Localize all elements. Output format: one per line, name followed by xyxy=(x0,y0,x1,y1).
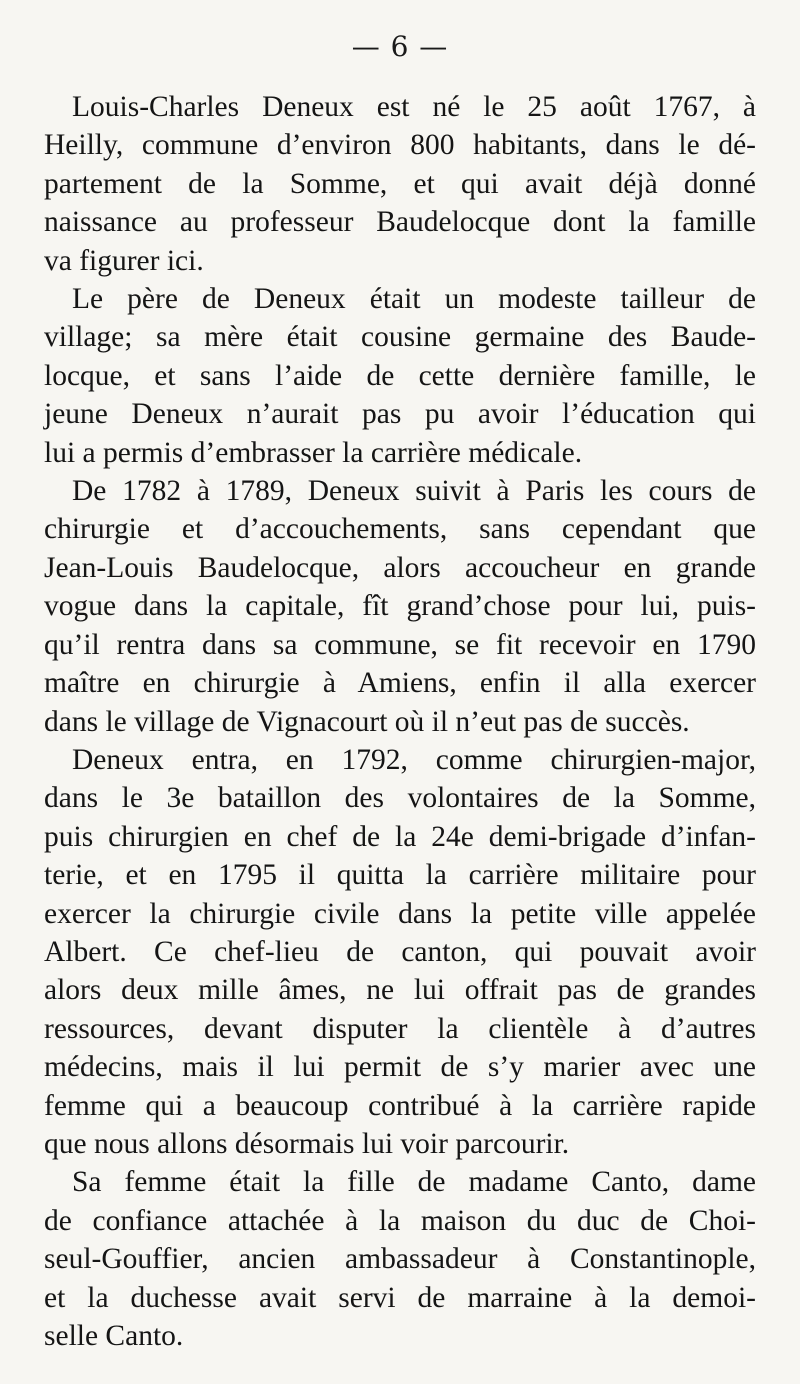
text-line: partement de la Somme, et qui avait déjà donné xyxy=(44,167,756,200)
text-line: naissance au professeur Baudelocque dont la famille xyxy=(44,206,756,239)
text-line: selle Canto. xyxy=(44,1320,184,1352)
text-line: va figurer ici. xyxy=(44,244,204,277)
text-line: que nous allons désormais lui voir parcourir. xyxy=(44,1127,570,1160)
text-line: chirurgie et d’accouchements, sans cependant que xyxy=(44,513,756,546)
text-line: exercer la chirurgie civile dans la petite ville appelée xyxy=(44,897,756,930)
text-line: lui a permis d’embrasser la carrière médicale. xyxy=(44,436,583,469)
paragraph xyxy=(44,741,756,1163)
text-line: vogue dans la capitale, fît grand’chose pour lui, puis- xyxy=(44,590,756,623)
text-line: médecins, mais il lui permit de s’y marier avec une xyxy=(44,1051,756,1084)
paragraph xyxy=(44,1163,756,1355)
text-line: seul-Gouffier, ancien ambassadeur à Constantinople, xyxy=(44,1243,756,1276)
paragraph xyxy=(44,472,756,741)
text-line: De 1782 à 1789, Deneux suivit à Paris les cours de xyxy=(72,475,756,508)
body-text xyxy=(44,88,756,1355)
text-line: de confiance attachée à la maison du duc de Choi- xyxy=(44,1204,756,1237)
text-line: Deneux entra, en 1792, comme chirurgien-major, xyxy=(72,743,756,776)
text-line: Albert. Ce chef-lieu de canton, qui pouvait avoir xyxy=(44,935,756,968)
text-line: dans le village de Vignacourt où il n’eut pas de succès. xyxy=(44,705,690,738)
text-line: village; sa mère était cousine germaine des Baude- xyxy=(44,321,756,354)
text-line: dans le 3e bataillon des volontaires de la Somme, xyxy=(44,782,756,815)
text-line: puis chirurgien en chef de la 24e demi-brigade d’infan- xyxy=(44,820,756,853)
text-line: Jean-Louis Baudelocque, alors accoucheur en grande xyxy=(44,551,756,584)
text-line: ressources, devant disputer la clientèle à d’autres xyxy=(44,1012,756,1045)
text-line: alors deux mille âmes, ne lui offrait pas de grandes xyxy=(44,974,756,1007)
text-line: Le père de Deneux était un modeste tailleur de xyxy=(72,283,756,316)
text-line: maître en chirurgie à Amiens, enfin il alla exercer xyxy=(44,667,756,700)
page-number: — 6 — xyxy=(351,30,449,63)
paragraph xyxy=(44,88,756,280)
text-line: Heilly, commune d’environ 800 habitants, dans le dé- xyxy=(44,129,756,162)
text-line: locque, et sans l’aide de cette dernière famille, le xyxy=(44,359,756,392)
paragraph xyxy=(44,280,756,472)
text-line: Louis-Charles Deneux est né le 25 août 1767, à xyxy=(72,91,756,123)
text-line: jeune Deneux n’aurait pas pu avoir l’éducation qui xyxy=(44,398,756,431)
text-line: Sa femme était la fille de madame Canto, dame xyxy=(72,1166,756,1199)
text-line: femme qui a beaucoup contribué à la carrière rapide xyxy=(44,1089,756,1122)
text-line: terie, et en 1795 il quitta la carrière militaire pour xyxy=(44,859,756,892)
text-line: qu’il rentra dans sa commune, se fit recevoir en 1790 xyxy=(44,628,756,661)
text-line: et la duchesse avait servi de marraine à la demoi- xyxy=(44,1281,756,1314)
